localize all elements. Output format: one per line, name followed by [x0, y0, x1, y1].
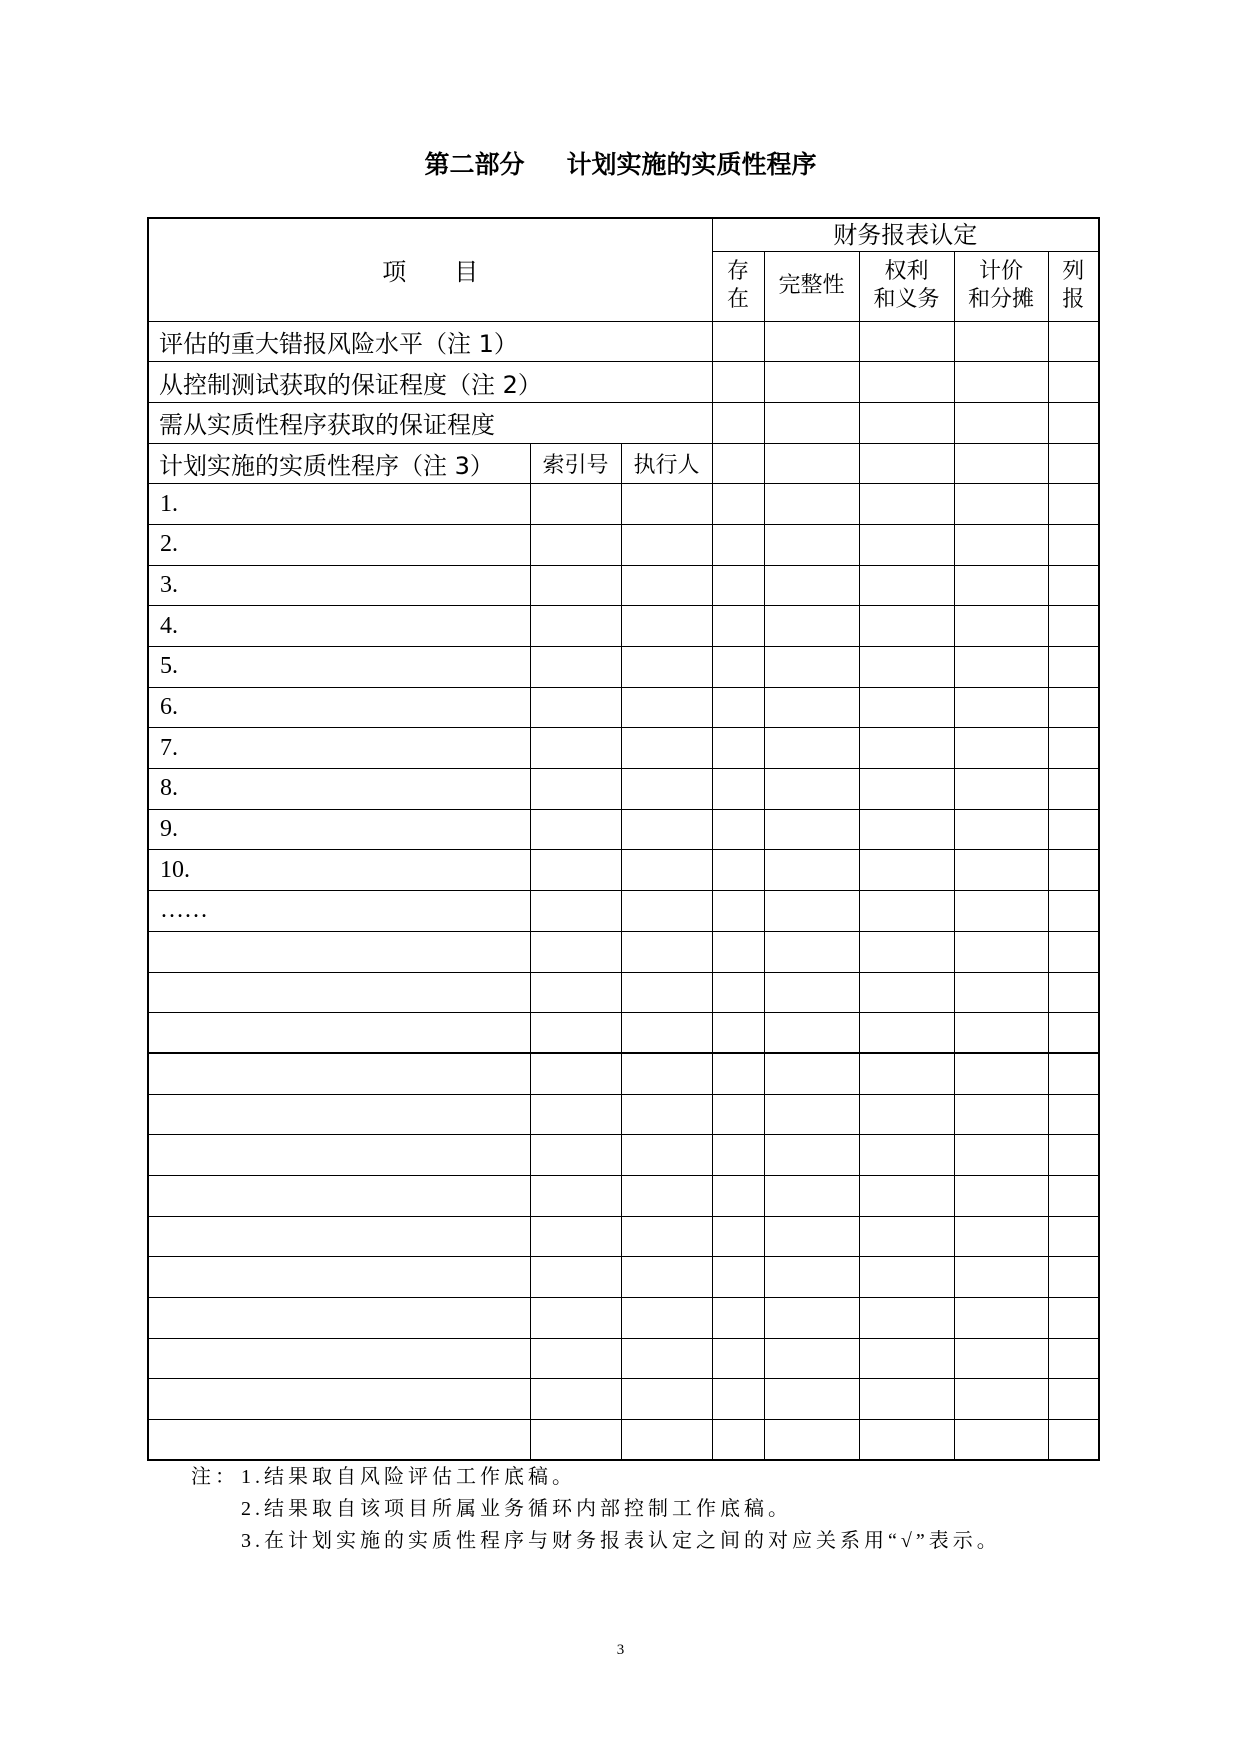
procedure-cell [148, 1094, 530, 1135]
completeness-cell [764, 1338, 859, 1379]
rights-obligations-cell [859, 1053, 954, 1094]
presentation-cell [1048, 1135, 1099, 1176]
summary-label: 从控制测试获取的保证程度（注 2） [148, 362, 712, 403]
procedure-cell: 1. [148, 484, 530, 525]
existence-cell [712, 647, 764, 688]
procedure-row [148, 687, 1099, 728]
valuation-allocation-cell [954, 1053, 1048, 1094]
completeness-header [764, 251, 859, 321]
procedure-cell: 10. [148, 850, 530, 891]
performer-cell [621, 1379, 712, 1420]
existence-cell [712, 565, 764, 606]
valuation-allocation-cell [954, 402, 1048, 443]
index-no-cell [530, 1298, 621, 1339]
performer-header: 执行人 [621, 443, 712, 484]
procedure-row [148, 1013, 1099, 1054]
valuation-allocation-cell [954, 931, 1048, 972]
index-no-cell [530, 1135, 621, 1176]
valuation-allocation-cell [954, 362, 1048, 403]
procedure-row [148, 850, 1099, 891]
index-no-cell [530, 687, 621, 728]
index-no-cell [530, 1216, 621, 1257]
rights-obligations-cell [859, 769, 954, 810]
procedure-cell: 3. [148, 565, 530, 606]
existence-cell [712, 524, 764, 565]
completeness-cell [764, 891, 859, 932]
summary-label: 需从实质性程序获取的保证程度 [148, 402, 712, 443]
procedure-row [148, 1135, 1099, 1176]
existence-cell [712, 1135, 764, 1176]
rights-obligations-cell [859, 484, 954, 525]
rights-obligations-header [859, 251, 954, 321]
rights-obligations-header-line: 和义务 [873, 287, 940, 312]
procedure-row [148, 524, 1099, 565]
rights-obligations-cell [859, 1257, 954, 1298]
rights-obligations-cell [859, 606, 954, 647]
rights-obligations-cell [859, 931, 954, 972]
completeness-cell [764, 687, 859, 728]
index-no-cell [530, 647, 621, 688]
performer-cell [621, 687, 712, 728]
performer-cell [621, 565, 712, 606]
existence-cell [712, 1175, 764, 1216]
performer-cell [621, 1257, 712, 1298]
presentation-cell [1048, 606, 1099, 647]
procedure-cell [148, 1420, 530, 1461]
procedure-row [148, 1338, 1099, 1379]
valuation-allocation-cell [954, 891, 1048, 932]
procedure-header-label: 计划实施的实质性程序（注 3） [148, 443, 530, 484]
existence-cell [712, 931, 764, 972]
procedure-cell [148, 931, 530, 972]
index-no-cell [530, 484, 621, 525]
index-no-cell [530, 891, 621, 932]
procedure-cell [148, 1135, 530, 1176]
procedure-cell [148, 1216, 530, 1257]
completeness-cell [764, 1053, 859, 1094]
index-no-cell [530, 1379, 621, 1420]
procedure-row [148, 647, 1099, 688]
index-no-cell [530, 1257, 621, 1298]
presentation-cell [1048, 931, 1099, 972]
valuation-allocation-header-line: 计价 [978, 259, 1023, 284]
completeness-header-line: 完整性 [778, 273, 845, 298]
valuation-allocation-cell [954, 321, 1048, 362]
rights-obligations-cell [859, 1175, 954, 1216]
procedure-row [148, 931, 1099, 972]
index-no-cell [530, 972, 621, 1013]
existence-cell [712, 687, 764, 728]
valuation-allocation-cell [954, 1094, 1048, 1135]
valuation-allocation-cell [954, 524, 1048, 565]
procedure-row [148, 809, 1099, 850]
index-no-cell [530, 850, 621, 891]
header-row [148, 218, 1099, 251]
valuation-allocation-cell [954, 809, 1048, 850]
index-no-header: 索引号 [530, 443, 621, 484]
summary-row [148, 402, 1099, 443]
performer-cell [621, 1094, 712, 1135]
procedure-cell: 2. [148, 524, 530, 565]
presentation-cell [1048, 769, 1099, 810]
procedure-cell: 9. [148, 809, 530, 850]
completeness-cell [764, 443, 859, 484]
presentation-cell [1048, 891, 1099, 932]
procedure-cell: 7. [148, 728, 530, 769]
presentation-cell [1048, 1175, 1099, 1216]
procedure-cell [148, 1013, 530, 1054]
performer-cell [621, 891, 712, 932]
completeness-cell [764, 1094, 859, 1135]
index-no-cell [530, 809, 621, 850]
procedure-row [148, 1298, 1099, 1339]
performer-cell [621, 809, 712, 850]
existence-cell [712, 1094, 764, 1135]
rights-obligations-cell [859, 972, 954, 1013]
valuation-allocation-cell [954, 972, 1048, 1013]
completeness-cell [764, 809, 859, 850]
completeness-cell [764, 931, 859, 972]
presentation-cell [1048, 647, 1099, 688]
procedure-row [148, 972, 1099, 1013]
presentation-cell [1048, 1338, 1099, 1379]
notes-list [241, 1461, 1001, 1557]
index-no-cell [530, 728, 621, 769]
rights-obligations-cell [859, 1135, 954, 1176]
existence-cell [712, 362, 764, 403]
presentation-cell [1048, 809, 1099, 850]
completeness-cell [764, 728, 859, 769]
performer-cell [621, 1216, 712, 1257]
valuation-allocation-cell [954, 484, 1048, 525]
rights-obligations-cell [859, 891, 954, 932]
rights-obligations-cell [859, 565, 954, 606]
procedure-row [148, 1216, 1099, 1257]
rights-obligations-cell [859, 647, 954, 688]
performer-cell [621, 1298, 712, 1339]
completeness-cell [764, 1135, 859, 1176]
title-text: 计划实施的实质性程序 [566, 152, 817, 179]
procedure-row [148, 769, 1099, 810]
presentation-cell [1048, 402, 1099, 443]
valuation-allocation-cell [954, 1338, 1048, 1379]
valuation-allocation-cell [954, 606, 1048, 647]
rights-obligations-cell [859, 687, 954, 728]
presentation-header-line: 报 [1062, 287, 1085, 312]
valuation-allocation-header [954, 251, 1048, 321]
procedure-cell [148, 1257, 530, 1298]
procedure-row [148, 1053, 1099, 1094]
index-no-cell [530, 1420, 621, 1461]
index-no-cell [530, 1175, 621, 1216]
summary-row [148, 321, 1099, 362]
valuation-allocation-cell [954, 1257, 1048, 1298]
completeness-cell [764, 484, 859, 525]
note-item: 1.结果取自风险评估工作底稿。 [241, 1466, 576, 1488]
rights-obligations-cell [859, 321, 954, 362]
title-part: 第二部分 [424, 152, 525, 179]
existence-cell [712, 972, 764, 1013]
index-no-cell [530, 1013, 621, 1054]
presentation-cell [1048, 1257, 1099, 1298]
index-no-cell [530, 1053, 621, 1094]
performer-cell [621, 931, 712, 972]
presentation-cell [1048, 524, 1099, 565]
procedure-cell: 6. [148, 687, 530, 728]
existence-cell [712, 606, 764, 647]
valuation-allocation-cell [954, 1135, 1048, 1176]
rights-obligations-cell [859, 1338, 954, 1379]
completeness-cell [764, 1420, 859, 1461]
existence-cell [712, 402, 764, 443]
completeness-cell [764, 362, 859, 403]
existence-cell [712, 484, 764, 525]
completeness-cell [764, 850, 859, 891]
index-no-cell [530, 606, 621, 647]
rights-obligations-cell [859, 728, 954, 769]
presentation-cell [1048, 687, 1099, 728]
valuation-allocation-cell [954, 687, 1048, 728]
procedure-row [148, 606, 1099, 647]
existence-cell [712, 769, 764, 810]
assertions-group-header: 财务报表认定 [712, 218, 1099, 251]
existence-cell [712, 1013, 764, 1054]
completeness-cell [764, 1216, 859, 1257]
valuation-allocation-cell [954, 1420, 1048, 1461]
presentation-cell [1048, 1013, 1099, 1054]
procedure-cell [148, 1053, 530, 1094]
notes-label: 注： [191, 1466, 239, 1488]
performer-cell [621, 850, 712, 891]
existence-cell [712, 891, 764, 932]
rights-obligations-cell [859, 809, 954, 850]
procedure-cell [148, 1338, 530, 1379]
substantive-procedures-table [147, 217, 1100, 1461]
procedure-row [148, 728, 1099, 769]
rights-obligations-cell [859, 1379, 954, 1420]
index-no-cell [530, 524, 621, 565]
procedure-header-row [148, 443, 1099, 484]
valuation-allocation-cell [954, 1175, 1048, 1216]
presentation-cell [1048, 362, 1099, 403]
index-no-cell [530, 565, 621, 606]
valuation-allocation-cell [954, 443, 1048, 484]
presentation-header [1048, 251, 1099, 321]
performer-cell [621, 728, 712, 769]
summary-row [148, 362, 1099, 403]
existence-header-line: 在 [726, 287, 749, 312]
summary-label: 评估的重大错报风险水平（注 1） [148, 321, 712, 362]
rights-obligations-cell [859, 443, 954, 484]
index-no-cell [530, 931, 621, 972]
rights-obligations-cell [859, 1094, 954, 1135]
existence-cell [712, 1257, 764, 1298]
completeness-cell [764, 1257, 859, 1298]
rights-obligations-cell [859, 1420, 954, 1461]
existence-cell [712, 1338, 764, 1379]
rights-obligations-cell [859, 1013, 954, 1054]
completeness-cell [764, 972, 859, 1013]
notes [191, 1461, 1001, 1557]
performer-cell [621, 1175, 712, 1216]
existence-header-line: 存 [726, 259, 749, 284]
procedure-cell: 4. [148, 606, 530, 647]
performer-cell [621, 972, 712, 1013]
presentation-cell [1048, 1053, 1099, 1094]
procedure-row [148, 1257, 1099, 1298]
valuation-allocation-cell [954, 647, 1048, 688]
procedure-row [148, 565, 1099, 606]
completeness-cell [764, 1175, 859, 1216]
existence-cell [712, 809, 764, 850]
completeness-cell [764, 647, 859, 688]
valuation-allocation-cell [954, 1216, 1048, 1257]
index-no-cell [530, 1094, 621, 1135]
presentation-cell [1048, 972, 1099, 1013]
performer-cell [621, 769, 712, 810]
procedure-cell [148, 1298, 530, 1339]
presentation-cell [1048, 321, 1099, 362]
page-number: 3 [616, 1642, 625, 1658]
valuation-allocation-cell [954, 1379, 1048, 1420]
performer-cell [621, 1135, 712, 1176]
completeness-cell [764, 565, 859, 606]
existence-header [712, 251, 764, 321]
performer-cell [621, 606, 712, 647]
procedure-cell [148, 972, 530, 1013]
completeness-cell [764, 606, 859, 647]
performer-cell [621, 484, 712, 525]
existence-cell [712, 443, 764, 484]
completeness-cell [764, 1379, 859, 1420]
presentation-cell [1048, 1379, 1099, 1420]
completeness-cell [764, 321, 859, 362]
presentation-cell [1048, 1094, 1099, 1135]
existence-cell [712, 1053, 764, 1094]
procedure-row [148, 891, 1099, 932]
existence-cell [712, 1420, 764, 1461]
performer-cell [621, 524, 712, 565]
procedure-row [148, 1094, 1099, 1135]
existence-cell [712, 321, 764, 362]
completeness-cell [764, 524, 859, 565]
presentation-cell [1048, 1420, 1099, 1461]
performer-cell [621, 1053, 712, 1094]
note-item: 2.结果取自该项目所属业务循环内部控制工作底稿。 [241, 1498, 792, 1520]
rights-obligations-header-line: 权利 [884, 259, 929, 284]
completeness-cell [764, 1013, 859, 1054]
completeness-cell [764, 402, 859, 443]
procedure-cell [148, 1175, 530, 1216]
rights-obligations-cell [859, 362, 954, 403]
procedure-cell: 8. [148, 769, 530, 810]
procedure-row [148, 1420, 1099, 1461]
valuation-allocation-cell [954, 1013, 1048, 1054]
rights-obligations-cell [859, 1216, 954, 1257]
presentation-cell [1048, 1216, 1099, 1257]
performer-cell [621, 1013, 712, 1054]
performer-cell [621, 647, 712, 688]
existence-cell [712, 728, 764, 769]
completeness-cell [764, 769, 859, 810]
valuation-allocation-cell [954, 850, 1048, 891]
procedure-cell: 5. [148, 647, 530, 688]
performer-cell [621, 1420, 712, 1461]
rights-obligations-cell [859, 402, 954, 443]
presentation-cell [1048, 850, 1099, 891]
procedure-row [148, 484, 1099, 525]
rights-obligations-cell [859, 1298, 954, 1339]
procedure-row [148, 1379, 1099, 1420]
existence-cell [712, 1216, 764, 1257]
existence-cell [712, 1298, 764, 1339]
valuation-allocation-cell [954, 769, 1048, 810]
existence-cell [712, 850, 764, 891]
index-no-cell [530, 1338, 621, 1379]
completeness-cell [764, 1298, 859, 1339]
existence-cell [712, 1379, 764, 1420]
procedure-cell: …… [148, 891, 530, 932]
page-title [0, 148, 1241, 184]
procedure-cell [148, 1379, 530, 1420]
note-item: 3.在计划实施的实质性程序与财务报表认定之间的对应关系用“√”表示。 [241, 1530, 1001, 1552]
presentation-header-line: 列 [1062, 259, 1085, 284]
valuation-allocation-cell [954, 1298, 1048, 1339]
presentation-cell [1048, 565, 1099, 606]
item-header: 项 目 [148, 218, 712, 321]
valuation-allocation-header-line: 和分摊 [967, 287, 1034, 312]
presentation-cell [1048, 1298, 1099, 1339]
presentation-cell [1048, 484, 1099, 525]
presentation-cell [1048, 728, 1099, 769]
valuation-allocation-cell [954, 565, 1048, 606]
rights-obligations-cell [859, 524, 954, 565]
index-no-cell [530, 769, 621, 810]
performer-cell [621, 1338, 712, 1379]
procedure-row [148, 1175, 1099, 1216]
presentation-cell [1048, 443, 1099, 484]
rights-obligations-cell [859, 850, 954, 891]
valuation-allocation-cell [954, 728, 1048, 769]
